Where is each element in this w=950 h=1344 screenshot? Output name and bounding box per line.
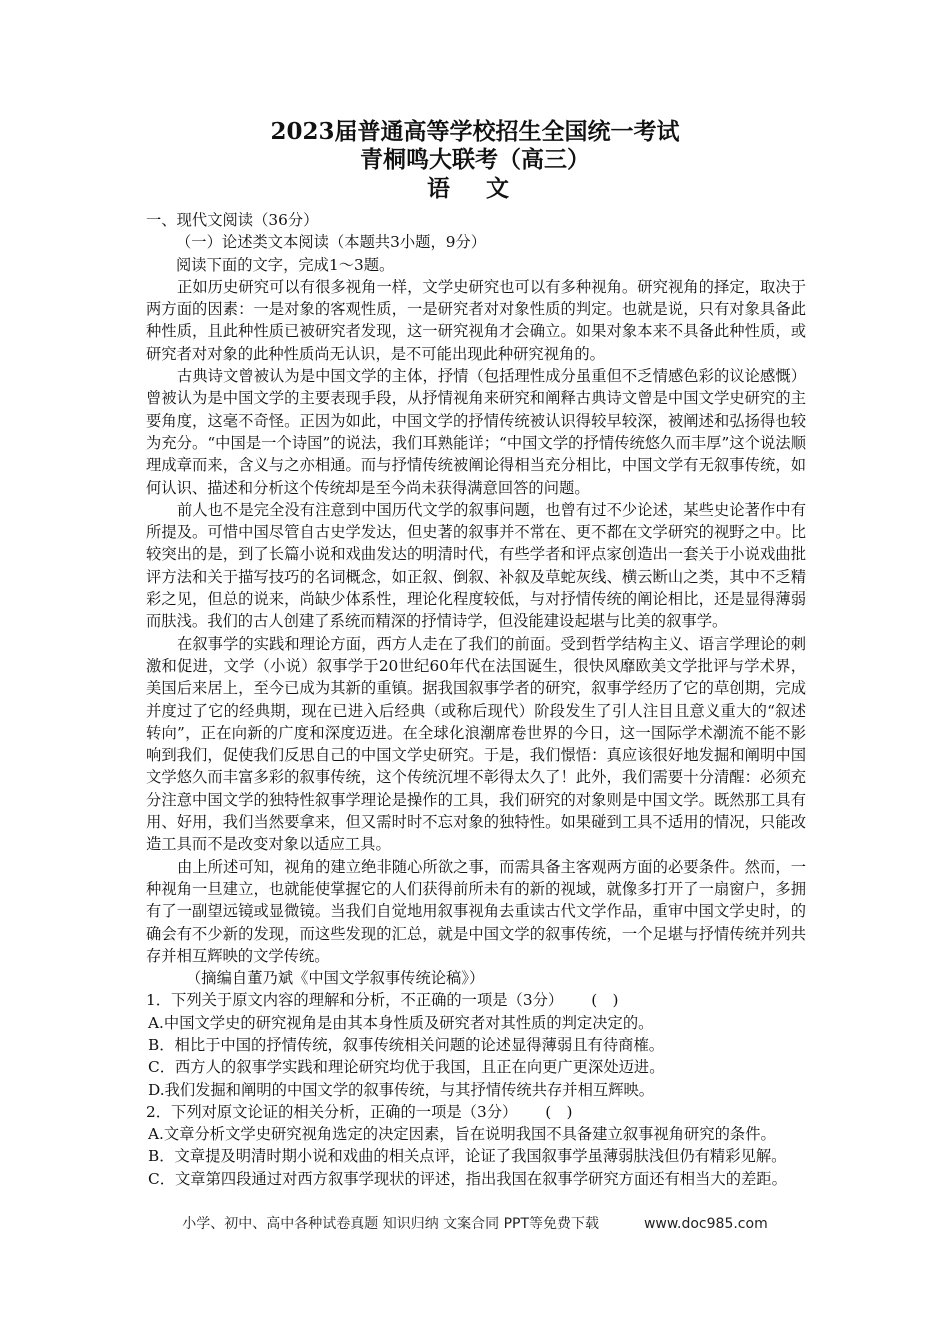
question-option: D.我们发掘和阐明的中国文学的叙事传统，与其抒情传统共存并相互辉映。 <box>148 1080 655 1099</box>
passage-paragraph: 正如历史研究可以有很多视角一样，文学史研究也可以有多种视角。研究视角的择定，取决于两方面的因素：一是对象的客观性质，一是研究者对对象性质的判定。也就是说，只有对象具备此种性质，且此种性质已被研究者发现，这一研究视角才会确立。如果对象本来不具备此种性质，或研究者对对象的此种性质尚无认识，是不可能出现此种研究视角的。 <box>146 277 806 363</box>
subject-title: 语 文 <box>426 175 523 202</box>
exam-title: 2023届普通高等学校招生全国统一考试 <box>270 118 680 145</box>
footer-link[interactable]: www.doc985.com <box>643 1216 768 1232</box>
question-option: B．文章提及明清时期小说和戏曲的相关点评，论证了我国叙事学虽薄弱肤浅但仍有精彩见解。 <box>148 1147 787 1166</box>
question-stem <box>146 989 806 1011</box>
passage-paragraph: 由上所述可知，视角的建立绝非随心所欲之事，而需具备主客观两方面的必要条件。然而，一种视角一旦建立，也就能使掌握它的人们获得前所未有的新的视域，就像多打开了一扇窗户，多拥有了一副望远镜或显微镜。当我们自觉地用叙事视角去重读古代文学作品，重审中国文学史时，的确会有不少新的发现，而这些发现的汇总，就是中国文学的叙事传统，一个足堪与抒情传统并列共存并相互辉映的文学传统。 <box>146 857 806 965</box>
exam-header <box>0 118 950 204</box>
passage-paragraph: 古典诗文曾被认为是中国文学的主体，抒情（包括理性成分虽重但不乏情感色彩的议论感慨）曾被认为是中国文学的主要表现手段，从抒情视角来研究和阐释古典诗文曾是中国文学史研究的主要角度，这毫不奇怪。正因为如此，中国文学的抒情传统被认识得较早较深，被阐述和弘扬得也较为充分。“中国是一个诗国”的说法，我们耳熟能详；“中国文学的抒情传统悠久而丰厚”这个说法顺理成章而来，含义与之亦相通。而与抒情传统被阐论得相当充分相比，中国文学有无叙事传统，如何认识、描述和分析这个传统却是至今尚未获得满意回答的问题。 <box>146 367 806 497</box>
question-1-text: 1．下列关于原文内容的理解和分析，不正确的一项是（3分） <box>146 991 564 1010</box>
question-2-text: 2．下列对原文论证的相关分析，正确的一项是（3分） <box>146 1102 518 1121</box>
exam-body <box>146 209 806 1190</box>
question-stem <box>146 1101 806 1123</box>
question-option: A.中国文学史的研究视角是由其本身性质及研究者对其性质的判定决定的。 <box>148 1013 654 1032</box>
exam-subtitle: 青桐鸣大联考（高三） <box>360 146 590 173</box>
section-heading: 一、现代文阅读（36分） <box>146 211 319 229</box>
passage-paragraph: 在叙事学的实践和理论方面，西方人走在了我们的前面。受到哲学结构主义、语言学理论的刺激和促进，文学（小说）叙事学于20世纪60年代在法国诞生，很快风靡欧美文学批评与学术界，美国后来居上，至今已成为其新的重镇。据我国叙事学者的研究，叙事学经历了它的草创期，完成并度过了它的经典期，现在已进入后经典（或称后现代）阶段发生了引人注目且意义重大的“叙述转向”，正在向新的广度和深度迈进。在全球化浪潮席卷世界的今日，这一国际学术潮流不能不影响到我们，促使我们反思自己的中国文学史研究。于是，我们憬悟：真应该很好地发掘和阐明中国文学悠久而丰富多彩的叙事传统，这个传统沉埋不彰得太久了！此外，我们需要十分清醒：必须充分注意中国文学的独特性叙事学理论是操作的工具，我们研究的对象则是中国文学。既然那工具有用、好用，我们当然要拿来，但又需时时不忘对象的独特性。如果碰到工具不适用的情况，只能改造工具而不是改变对象以适应工具。 <box>146 634 806 854</box>
question-option: C．西方人的叙事学实践和理论研究均优于我国，且正在向更广更深处迈进。 <box>148 1058 665 1077</box>
sub-heading: （一）论述类文本阅读（本题共3小题，9分） <box>176 233 487 252</box>
answer-blank: ( ) <box>545 1102 573 1121</box>
page-footer <box>0 1213 950 1233</box>
instruction: 阅读下面的文字，完成1～3题。 <box>176 255 395 274</box>
answer-blank: ( ) <box>591 991 619 1010</box>
question-option: A.文章分析文学史研究视角选定的决定因素，旨在说明我国不具备建立叙事视角研究的条件。 <box>148 1125 776 1144</box>
question-option: C．文章第四段通过对西方叙事学现状的评述，指出我国在叙事学研究方面还有相当大的差距。 <box>148 1169 787 1188</box>
passage-paragraph: 前人也不是完全没有注意到中国历代文学的叙事问题，也曾有过不少论述，某些史论著作中有所提及。可惜中国尽管自古史学发达，但史著的叙事并不常在、更不都在文学研究的视野之中。比较突出的是，到了长篇小说和戏曲发达的明清时代，有些学者和评点家创造出一套关于小说戏曲批评方法和关于描写技巧的名词概念，如正叙、倒叙、补叙及草蛇灰线、横云断山之类，其中不乏精彩之见，但总的说来，尚缺少体系性，理论化程度较低，与对抒情传统的阐论相比，还是显得薄弱而肤浅。我们的古人创建了系统而精深的抒情诗学，但没能建设起堪与比美的叙事学。 <box>146 500 806 631</box>
footer-text: 小学、初中、高中各种试卷真题 知识归纳 文案合同 PPT等免费下载 <box>182 1216 600 1232</box>
passage-source: （摘编自董乃斌《中国文学叙事传统论稿》） <box>186 969 485 988</box>
question-option: B．相比于中国的抒情传统，叙事传统相关问题的论述显得薄弱且有待商榷。 <box>148 1035 665 1054</box>
